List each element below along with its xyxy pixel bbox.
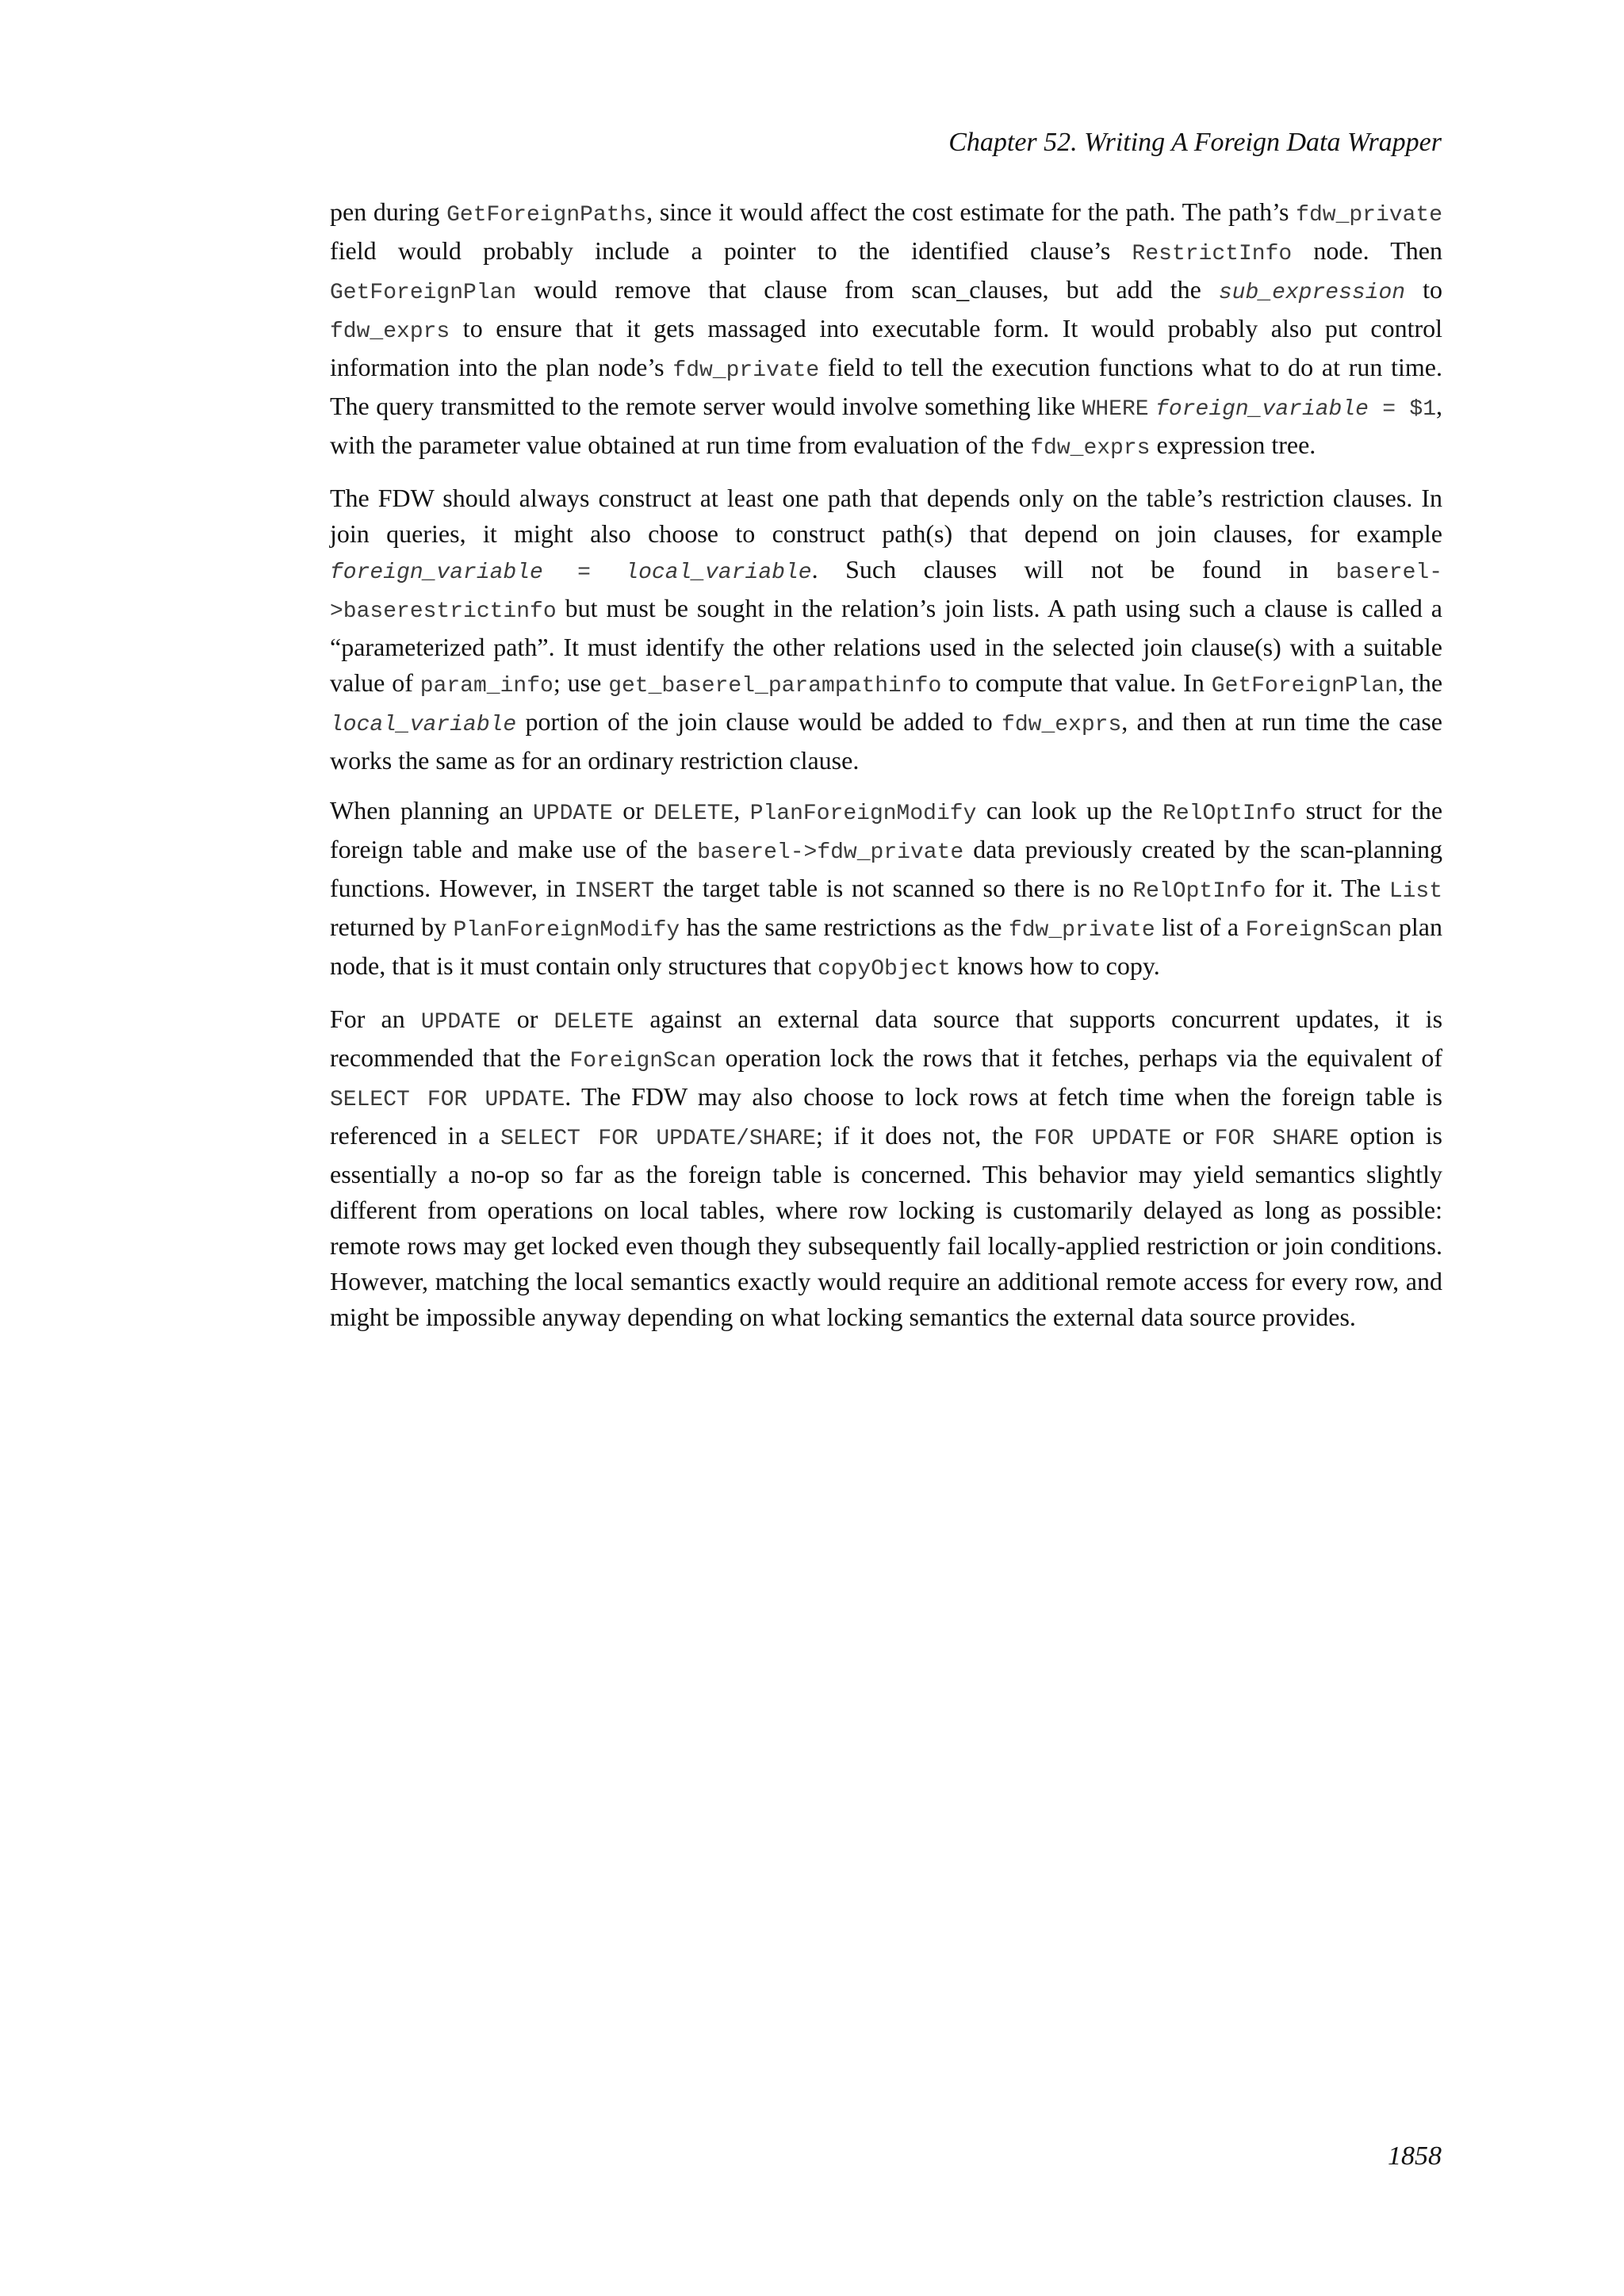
inline-code: RelOptInfo (1162, 802, 1297, 826)
inline-code: SELECT FOR UPDATE (330, 1088, 565, 1112)
text-run: data previously created by the scan-planning functions. However, in (330, 835, 1450, 902)
text-run: , since it would affect the cost estimate for the path. The path’s (646, 197, 1297, 226)
text-run: for it. The (1266, 874, 1389, 902)
paragraph-1 (330, 194, 1450, 466)
text-run: ; if it does not, the (815, 1121, 1034, 1150)
text-run: pen during (330, 197, 447, 226)
text-run: operation lock the rows that it fetches, perhaps via the equivalent of (716, 1043, 1450, 1072)
inline-code: fdw_private (672, 358, 820, 383)
inline-code: local_variable (330, 713, 517, 737)
text-run: struct for the foreign table and make use of the (330, 796, 1450, 863)
text-run: but must be sought in the relation’s join lists. A path using such a clause is called a “parameterized path”. It must identify the other relations used in the selected join clause(s) with a suitable value of (330, 594, 1449, 697)
text-run: to ensure that it gets massaged into executable form. It would probably also put control information into the plan node’s (330, 314, 1449, 381)
inline-code: = $1 (1382, 397, 1437, 422)
inline-code: baserel->fdw_private (697, 840, 964, 865)
text-run: . Such clauses will not be found in (811, 555, 1336, 584)
inline-code: sub_expression (1218, 281, 1406, 305)
inline-code: List (1388, 879, 1443, 904)
text-run: The FDW should always construct at least one path that depends only on the table’s restriction clauses. In join queries, it might also choose to construct path(s) that depend on join clauses, for example (330, 484, 1449, 548)
text-run: can look up the (976, 796, 1163, 825)
text-run: field to tell the execution functions what to do at run time. The query transmitted to the remote server would involve something like (330, 353, 1449, 420)
inline-code: fdw_exprs (330, 320, 450, 344)
text-run: expression tree. (1150, 430, 1316, 459)
text-run: returned by (330, 874, 1450, 941)
running-header: Chapter 52. Writing A Foreign Data Wrapper (948, 128, 1442, 157)
text-run: , (733, 796, 750, 825)
text-run: has the same restrictions as the (680, 913, 1009, 941)
inline-code: ForeignScan (1245, 918, 1392, 943)
inline-code: local_variable (625, 561, 812, 585)
text-run (1149, 392, 1156, 420)
inline-code: get_baserel_parampathinfo (608, 674, 942, 698)
inline-code: FOR UPDATE (1033, 1127, 1172, 1151)
inline-code: param_info (419, 674, 553, 698)
body-text (330, 194, 1450, 1349)
text-run: the target table is not scanned so there is no (654, 874, 1133, 902)
inline-code: DELETE (653, 802, 734, 826)
inline-code: UPDATE (533, 802, 613, 826)
inline-code: fdw_exprs (1030, 436, 1151, 461)
inline-code: UPDATE (420, 1010, 501, 1035)
text-run: or (500, 1004, 554, 1033)
text-run: list of a (1155, 913, 1246, 941)
inline-code: GetForeignPlan (330, 281, 517, 305)
inline-code: baserel->baserestrictinfo (330, 561, 1442, 624)
paragraph-4 (330, 1001, 1450, 1335)
text-run: option is essentially a no-op so far as the foreign table is concerned. This behavior may yield semantics slightly different from operations on local tables, where row locking is customarily delayed as long as possible: remote rows may get locked even though they subsequently fail locally-applied restriction or join conditions. However, matching the local semantics exactly would require an additional remote access for every row, and might be impossible anyway depending on what locking semantics the external data source provides. (330, 1121, 1450, 1331)
text-run: . The FDW may also choose to lock rows at fetch time when the foreign table is referenced in a (330, 1082, 1449, 1150)
text-run: would remove that clause from scan_clauses, but add the (516, 275, 1219, 304)
inline-code: RestrictInfo (1132, 242, 1293, 266)
paragraph-3 (330, 793, 1450, 987)
text-run: ; use (553, 668, 609, 697)
text-run: , the (1398, 668, 1450, 697)
inline-code: fdw_private (1008, 918, 1155, 943)
inline-code: RelOptInfo (1132, 879, 1266, 904)
inline-code: PlanForeignModify (453, 918, 680, 943)
inline-code: foreign_variable (1155, 397, 1369, 422)
inline-code: GetForeignPlan (1211, 674, 1399, 698)
text-run: to (1405, 275, 1450, 304)
text-run: or (612, 796, 654, 825)
page-number: 1858 (1388, 2141, 1442, 2171)
inline-code: DELETE (553, 1010, 634, 1035)
inline-code: GetForeignPaths (446, 203, 647, 228)
text-run: For an (330, 1004, 421, 1033)
text-run: to compute that value. In (941, 668, 1212, 697)
text-run: or (1171, 1121, 1215, 1150)
inline-code: foreign_variable (330, 561, 543, 585)
text-run: plan node, that is it must contain only structures that (330, 913, 1450, 980)
inline-code: INSERT (574, 879, 655, 904)
text-run: When planning an (330, 796, 533, 825)
text-run: portion of the join clause would be added to (516, 707, 1002, 736)
inline-code: = (542, 561, 626, 585)
text-run: field would probably include a pointer to the identified clause’s (330, 197, 1450, 265)
inline-code: PlanForeignModify (749, 802, 977, 826)
text-run: knows how to copy. (951, 951, 1160, 980)
text-run: , and then at run time the case works the same as for an ordinary restriction clause. (330, 707, 1450, 775)
inline-code: WHERE (1082, 397, 1149, 422)
inline-code: ForeignScan (569, 1049, 717, 1073)
text-run: node. Then (1292, 236, 1450, 265)
text-run: against an external data source that supports concurrent updates, it is recommended that the (330, 1004, 1450, 1072)
inline-code: fdw_exprs (1002, 713, 1122, 737)
inline-code: fdw_private (1296, 203, 1443, 228)
inline-code: SELECT FOR UPDATE/SHARE (500, 1127, 816, 1151)
inline-code (1369, 397, 1382, 422)
paragraph-2 (330, 480, 1450, 779)
inline-code: copyObject (818, 957, 952, 982)
text-run: , with the parameter value obtained at run time from evaluation of the (330, 392, 1450, 459)
inline-code: FOR SHARE (1214, 1127, 1339, 1151)
